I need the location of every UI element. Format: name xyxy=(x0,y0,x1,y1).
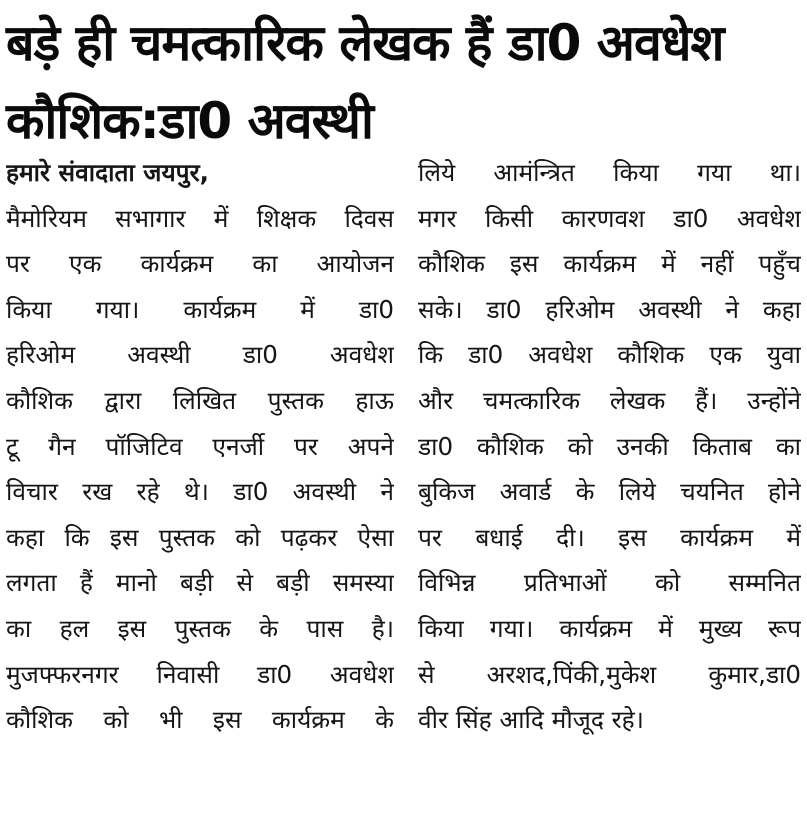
body-line: मैमोरियम सभागार में शिक्षक दिवस xyxy=(6,203,394,233)
body-line: सके। डा0 हरिओम अवस्थी ने कहा xyxy=(418,294,801,324)
body-line: कि डा0 अवधेश कौशिक एक युवा xyxy=(418,340,801,370)
body-line: डा0 कौशिक को उनकी किताब का xyxy=(418,431,801,461)
body-line: पर बधाई दी। इस कार्यक्रम में xyxy=(418,522,801,552)
body-line: किया गया। कार्यक्रम में डा0 xyxy=(6,294,394,324)
right-column xyxy=(418,150,801,743)
body-line: कौशिक इस कार्यक्रम में नहीं पहुँच xyxy=(418,249,801,279)
body-line: और चमत्कारिक लेखक हैं। उन्होंने xyxy=(418,385,801,415)
article-headline xyxy=(6,4,801,160)
body-line: से अरशद,पिंकी,मुकेश कुमार,डा0 xyxy=(418,659,801,689)
body-line: कौशिक द्वारा लिखित पुस्तक हाऊ xyxy=(6,385,394,415)
body-line: हरिओम अवस्थी डा0 अवधेश xyxy=(6,340,394,370)
body-line: लिये आमंन्त्रित किया गया था। xyxy=(418,158,801,187)
body-line: टू गैन पॉजिटिव एनर्जी पर अपने xyxy=(6,431,394,461)
body-line: पर एक कार्यक्रम का आयोजन xyxy=(6,249,394,279)
body-line: लगता हैं मानो बड़ी से बड़ी समस्या xyxy=(6,568,394,598)
headline-line: कौशिक:डा0 अवस्थी xyxy=(6,92,373,150)
body-line: विभिन्न प्रतिभाओं को सम्मनित xyxy=(418,568,801,598)
headline-line: बड़े ही चमत्कारिक लेखक हैं डा0 अवधेश xyxy=(6,14,724,72)
body-line: किया गया। कार्यक्रम में मुख्य रूप xyxy=(418,613,801,643)
left-column xyxy=(6,150,394,743)
body-line: मगर किसी कारणवश डा0 अवधेश xyxy=(418,203,801,233)
body-line: कौशिक को भी इस कार्यक्रम के xyxy=(6,705,394,735)
body-line: विचार रख रहे थे। डा0 अवस्थी ने xyxy=(6,477,394,507)
body-line: का हल इस पुस्तक के पास है। xyxy=(6,613,394,643)
body-line: वीर सिंह आदि मौजूद रहे। xyxy=(418,705,644,735)
dateline: हमारे संवादाता जयपुर, xyxy=(6,158,209,187)
body-line: कहा कि इस पुस्तक को पढ़कर ऐसा xyxy=(6,522,394,552)
body-line: बुकिज अवार्ड के लिये चयनित होने xyxy=(418,477,801,507)
body-line: मुजफ्फरनगर निवासी डा0 अवधेश xyxy=(6,659,394,689)
